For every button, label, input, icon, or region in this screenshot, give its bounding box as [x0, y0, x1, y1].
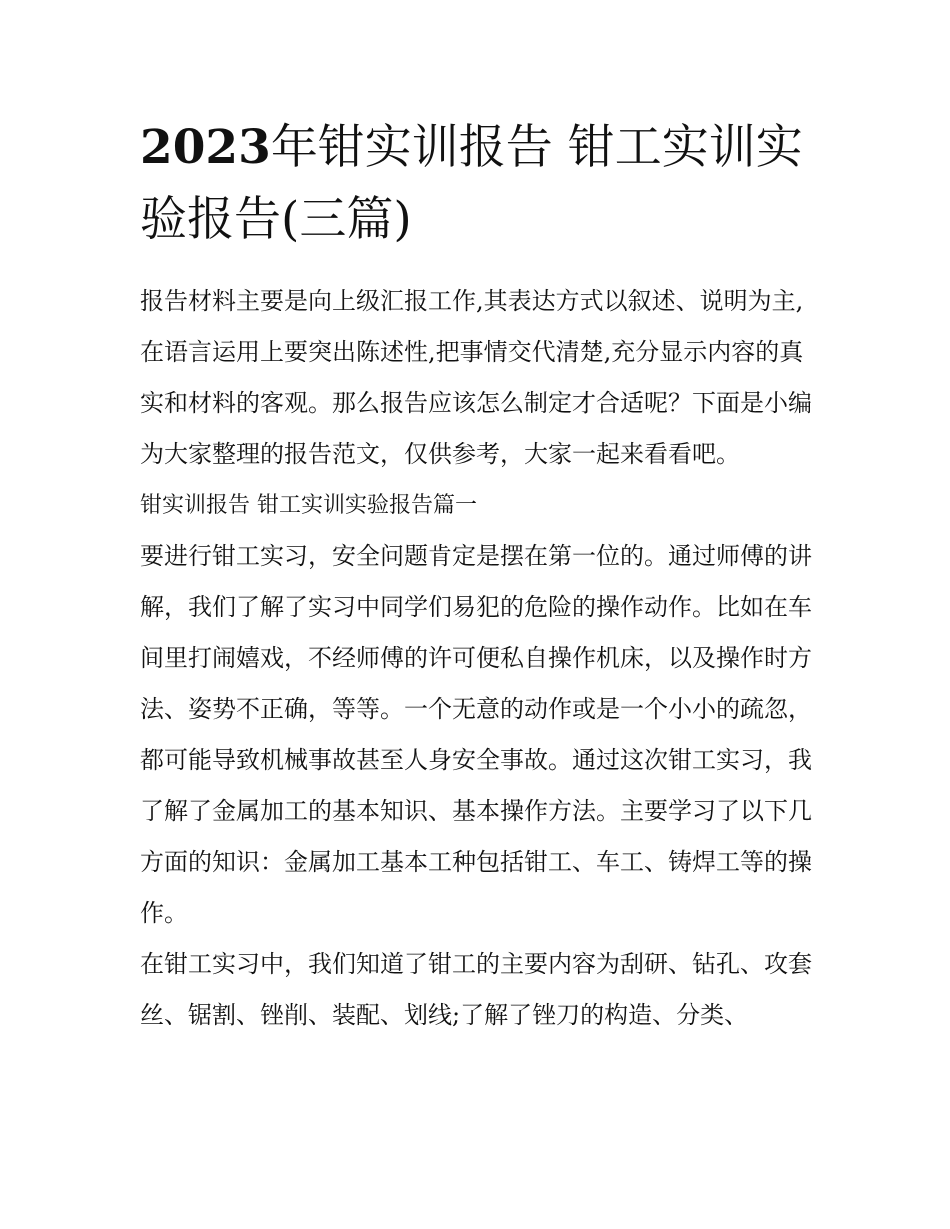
title-text: 年钳实训报告 钳工实训实验报告(三篇)	[140, 120, 803, 247]
title-year: 2023	[140, 120, 271, 175]
section-heading: 钳实训报告 钳工实训实验报告篇一	[140, 493, 477, 518]
intro-paragraph: 报告材料主要是向上级汇报工作,其表达方式以叙述、说明为主,在语言运用上要突出陈述性,把事情交代清楚,充分显示内容的真实和材料的客观。那么报告应该怎么制定才合适呢？下面是小编为大家整理的报告范文，仅供参考，大家一起来看看吧。	[140, 287, 812, 468]
body-paragraph-1: 要进行钳工实习，安全问题肯定是摆在第一位的。通过师傅的讲解，我们了解了实习中同学们易犯的危险的操作动作。比如在车间里打闹嬉戏，不经师傅的许可便私自操作机床，以及操作时方法、姿势不正确，等等。一个无意的动作或是一个小小的疏忽，都可能导致机械事故甚至人身安全事故。通过这次钳工实习，我了解了金属加工的基本知识、基本操作方法。主要学习了以下几方面的知识：金属加工基本工种包括钳工、车工、铸焊工等的操作。	[140, 542, 812, 927]
document-page	[140, 112, 815, 1041]
document-title	[140, 112, 815, 256]
body-paragraph-2: 在钳工实习中，我们知道了钳工的主要内容为刮研、钻孔、攻套丝、锯割、锉削、装配、划线;了解了锉刀的构造、分类、	[140, 950, 812, 1029]
